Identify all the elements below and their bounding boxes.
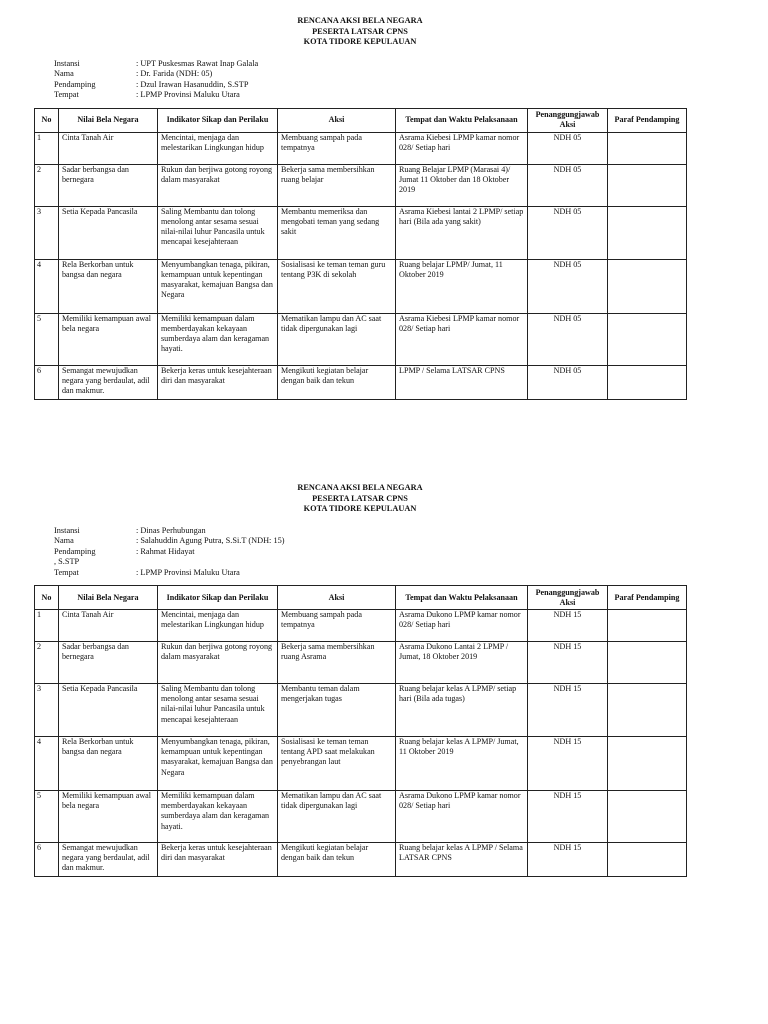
- table-row: [35, 843, 687, 877]
- table-row: [35, 164, 687, 206]
- cell-tempat: Ruang belajar kelas A LPMP/ Jumat, 11 Oktober 2019: [396, 737, 528, 791]
- header-tempat: Tempat dan Waktu Pelaksanaan: [396, 108, 528, 132]
- cell-indikator: Saling Membantu dan tolong menolong antar sesama sesuai nilai-nilai luhur Pancasila untuk mencapai kesejahteraan: [158, 206, 278, 259]
- cell-nilai: Semangat mewujudkan negara yang berdaulat, adil dan makmur.: [59, 365, 158, 399]
- cell-aksi: Mengikuti kegiatan belajar dengan baik dan tekun: [278, 843, 396, 877]
- cell-paraf: [608, 843, 687, 877]
- table-row: [35, 365, 687, 399]
- cell-no: 6: [35, 365, 59, 399]
- cell-no: 3: [35, 206, 59, 259]
- cell-paraf: [608, 642, 687, 684]
- info-label: Nama: [54, 536, 74, 545]
- info-value: : Dinas Perhubungan: [136, 525, 206, 535]
- header-tempat: Tempat dan Waktu Pelaksanaan: [396, 586, 528, 610]
- header-penanggungjawab: Penanggungjawab Aksi: [528, 108, 608, 132]
- cell-penanggungjawab: NDH 15: [528, 610, 608, 642]
- info-row-tempat: [54, 568, 686, 579]
- cell-tempat: Asrama Kiebesi lantai 2 LPMP/ setiap hari (Bila ada yang sakit): [396, 206, 528, 259]
- table-row: [35, 313, 687, 365]
- info-value: : LPMP Provinsi Maluku Utara: [136, 567, 240, 577]
- cell-paraf: [608, 313, 687, 365]
- info-row-pendamping: [54, 80, 686, 91]
- cell-no: 5: [35, 313, 59, 365]
- header-aksi: Aksi: [278, 108, 396, 132]
- cell-aksi: Membantu teman dalam mengerjakan tugas: [278, 684, 396, 737]
- cell-indikator: Bekerja keras untuk kesejahteraan diri dan masyarakat: [158, 365, 278, 399]
- cell-aksi: Membuang sampah pada tempatnya: [278, 132, 396, 164]
- cell-paraf: [608, 164, 687, 206]
- cell-indikator: Saling Membantu dan tolong menolong antar sesama sesuai nilai-nilai luhur Pancasila untuk mencapai kesejahteraan: [158, 684, 278, 737]
- cell-indikator: Memiliki kemampuan dalam memberdayakan kekayaan sumberdaya alam dan keragaman hayati.: [158, 791, 278, 843]
- info-row-instansi: [54, 59, 686, 70]
- cell-tempat: Asrama Kiebesi LPMP kamar nomor 028/ Setiap hari: [396, 313, 528, 365]
- info-row-tempat: [54, 90, 686, 101]
- cell-indikator: Mencintai, menjaga dan melestarikan Lingkungan hidup: [158, 132, 278, 164]
- table-row: [35, 737, 687, 791]
- cell-penanggungjawab: NDH 05: [528, 206, 608, 259]
- info-value: : Dzul Irawan Hasanuddin, S.STP: [136, 79, 249, 89]
- cell-no: 1: [35, 132, 59, 164]
- title-line: PESERTA LATSAR CPNS: [312, 26, 408, 36]
- header-paraf: Paraf Pendamping: [608, 108, 687, 132]
- cell-penanggungjawab: NDH 15: [528, 843, 608, 877]
- info-label: , S.STP: [54, 557, 80, 566]
- cell-penanggungjawab: NDH 15: [528, 791, 608, 843]
- cell-penanggungjawab: NDH 05: [528, 313, 608, 365]
- header-indikator: Indikator Sikap dan Perilaku: [158, 108, 278, 132]
- cell-aksi: Mengikuti kegiatan belajar dengan baik dan tekun: [278, 365, 396, 399]
- cell-penanggungjawab: NDH 05: [528, 365, 608, 399]
- table-header-row: [35, 586, 687, 610]
- info-block: [54, 526, 686, 579]
- cell-paraf: [608, 132, 687, 164]
- cell-tempat: Asrama Dukono Lantai 2 LPMP / Jumat, 18 Oktober 2019: [396, 642, 528, 684]
- cell-penanggungjawab: NDH 15: [528, 684, 608, 737]
- table-row: [35, 684, 687, 737]
- table-row: [35, 206, 687, 259]
- cell-nilai: Memiliki kemampuan awal bela negara: [59, 791, 158, 843]
- info-row-nama: [54, 69, 686, 80]
- cell-indikator: Menyumbangkan tenaga, pikiran, kemampuan untuk kepentingan masyarakat, kemajuan Bangsa dan Negara: [158, 737, 278, 791]
- info-value: : Rahmat Hidayat: [136, 546, 195, 556]
- cell-nilai: Rela Berkorban untuk bangsa dan negara: [59, 737, 158, 791]
- cell-aksi: Mematikan lampu dan AC saat tidak dipergunakan lagi: [278, 791, 396, 843]
- table-row: [35, 132, 687, 164]
- action-plan-form-2: [34, 483, 686, 877]
- info-label: Tempat: [54, 90, 79, 99]
- cell-no: 3: [35, 684, 59, 737]
- cell-no: 4: [35, 259, 59, 313]
- form-title: [34, 16, 686, 48]
- cell-indikator: Rukun dan berjiwa gotong royong dalam masyarakat: [158, 164, 278, 206]
- cell-tempat: Asrama Dukono LPMP kamar nomor 028/ Setiap hari: [396, 791, 528, 843]
- cell-penanggungjawab: NDH 05: [528, 259, 608, 313]
- cell-tempat: Ruang Belajar LPMP (Marasai 4)/ Jumat 11 Oktober dan 18 Oktober 2019: [396, 164, 528, 206]
- cell-no: 5: [35, 791, 59, 843]
- title-line: PESERTA LATSAR CPNS: [312, 493, 408, 503]
- cell-indikator: Memiliki kemampuan dalam memberdayakan kekayaan sumberdaya alam dan keragaman hayati.: [158, 313, 278, 365]
- table-row: [35, 259, 687, 313]
- cell-nilai: Rela Berkorban untuk bangsa dan negara: [59, 259, 158, 313]
- info-label: Pendamping: [54, 79, 96, 89]
- info-label: Instansi: [54, 58, 80, 68]
- cell-paraf: [608, 206, 687, 259]
- cell-tempat: Ruang belajar LPMP/ Jumat, 11 Oktober 2019: [396, 259, 528, 313]
- info-label: Nama: [54, 69, 74, 78]
- info-value: : LPMP Provinsi Maluku Utara: [136, 90, 240, 99]
- cell-indikator: Mencintai, menjaga dan melestarikan Lingkungan hidup: [158, 610, 278, 642]
- header-paraf: Paraf Pendamping: [608, 586, 687, 610]
- header-aksi: Aksi: [278, 586, 396, 610]
- action-plan-form-1: [34, 16, 686, 400]
- info-value: : Salahuddin Agung Putra, S.Si.T (NDH: 15): [136, 536, 285, 545]
- cell-paraf: [608, 737, 687, 791]
- action-plan-table: [34, 585, 687, 877]
- cell-nilai: Setia Kepada Pancasila: [59, 206, 158, 259]
- info-label: Pendamping: [54, 546, 96, 556]
- cell-aksi: Membuang sampah pada tempatnya: [278, 610, 396, 642]
- cell-no: 2: [35, 164, 59, 206]
- action-plan-table: [34, 108, 687, 400]
- cell-indikator: Rukun dan berjiwa gotong royong dalam masyarakat: [158, 642, 278, 684]
- header-nilai: Nilai Bela Negara: [59, 108, 158, 132]
- header-penanggungjawab: Penanggungjawab Aksi: [528, 586, 608, 610]
- form-title: [34, 483, 686, 515]
- info-value: : UPT Puskesmas Rawat Inap Galala: [136, 58, 259, 68]
- cell-paraf: [608, 791, 687, 843]
- info-row-pendamping-cont: [54, 557, 686, 568]
- cell-nilai: Sadar berbangsa dan bernegara: [59, 642, 158, 684]
- title-line: RENCANA AKSI BELA NEGARA: [297, 16, 423, 25]
- cell-aksi: Bekerja sama membersihkan ruang belajar: [278, 164, 396, 206]
- info-block: [54, 59, 686, 101]
- cell-no: 6: [35, 843, 59, 877]
- title-line: RENCANA AKSI BELA NEGARA: [297, 483, 423, 492]
- cell-aksi: Sosialisasi ke teman teman tentang APD saat melakukan penyebrangan laut: [278, 737, 396, 791]
- header-no: No: [35, 586, 59, 610]
- cell-paraf: [608, 610, 687, 642]
- cell-aksi: Bekerja sama membersihkan ruang Asrama: [278, 642, 396, 684]
- cell-nilai: Cinta Tanah Air: [59, 132, 158, 164]
- cell-tempat: Asrama Dukono LPMP kamar nomor 028/ Setiap hari: [396, 610, 528, 642]
- cell-no: 2: [35, 642, 59, 684]
- cell-penanggungjawab: NDH 05: [528, 132, 608, 164]
- cell-nilai: Memiliki kemampuan awal bela negara: [59, 313, 158, 365]
- table-row: [35, 642, 687, 684]
- cell-tempat: Ruang belajar kelas A LPMP/ setiap hari (Bila ada tugas): [396, 684, 528, 737]
- info-value: : Dr. Farida (NDH: 05): [136, 69, 213, 78]
- info-row-nama: [54, 536, 686, 547]
- cell-no: 1: [35, 610, 59, 642]
- cell-penanggungjawab: NDH 05: [528, 164, 608, 206]
- header-nilai: Nilai Bela Negara: [59, 586, 158, 610]
- title-line: KOTA TIDORE KEPULAUAN: [303, 37, 417, 46]
- info-row-pendamping: [54, 547, 686, 558]
- cell-tempat: Asrama Kiebesi LPMP kamar nomor 028/ Setiap hari: [396, 132, 528, 164]
- cell-tempat: LPMP / Selama LATSAR CPNS: [396, 365, 528, 399]
- cell-penanggungjawab: NDH 15: [528, 642, 608, 684]
- cell-nilai: Sadar berbangsa dan bernegara: [59, 164, 158, 206]
- cell-nilai: Setia Kepada Pancasila: [59, 684, 158, 737]
- cell-indikator: Bekerja keras untuk kesejahteraan diri dan masyarakat: [158, 843, 278, 877]
- cell-aksi: Membantu memeriksa dan mengobati teman yang sedang sakit: [278, 206, 396, 259]
- title-line: KOTA TIDORE KEPULAUAN: [303, 504, 417, 513]
- cell-nilai: Semangat mewujudkan negara yang berdaulat, adil dan makmur.: [59, 843, 158, 877]
- cell-tempat: Ruang belajar kelas A LPMP / Selama LATSAR CPNS: [396, 843, 528, 877]
- info-label: Tempat: [54, 567, 79, 577]
- cell-paraf: [608, 259, 687, 313]
- cell-indikator: Menyumbangkan tenaga, pikiran, kemampuan untuk kepentingan masyarakat, kemajuan Bangsa dan Negara: [158, 259, 278, 313]
- cell-penanggungjawab: NDH 15: [528, 737, 608, 791]
- cell-no: 4: [35, 737, 59, 791]
- info-label: Instansi: [54, 525, 80, 535]
- table-header-row: [35, 108, 687, 132]
- cell-aksi: Mematikan lampu dan AC saat tidak dipergunakan lagi: [278, 313, 396, 365]
- info-row-instansi: [54, 526, 686, 537]
- cell-nilai: Cinta Tanah Air: [59, 610, 158, 642]
- header-no: No: [35, 108, 59, 132]
- cell-paraf: [608, 684, 687, 737]
- cell-paraf: [608, 365, 687, 399]
- table-row: [35, 610, 687, 642]
- cell-aksi: Sosialisasi ke teman teman guru tentang P3K di sekolah: [278, 259, 396, 313]
- table-row: [35, 791, 687, 843]
- header-indikator: Indikator Sikap dan Perilaku: [158, 586, 278, 610]
